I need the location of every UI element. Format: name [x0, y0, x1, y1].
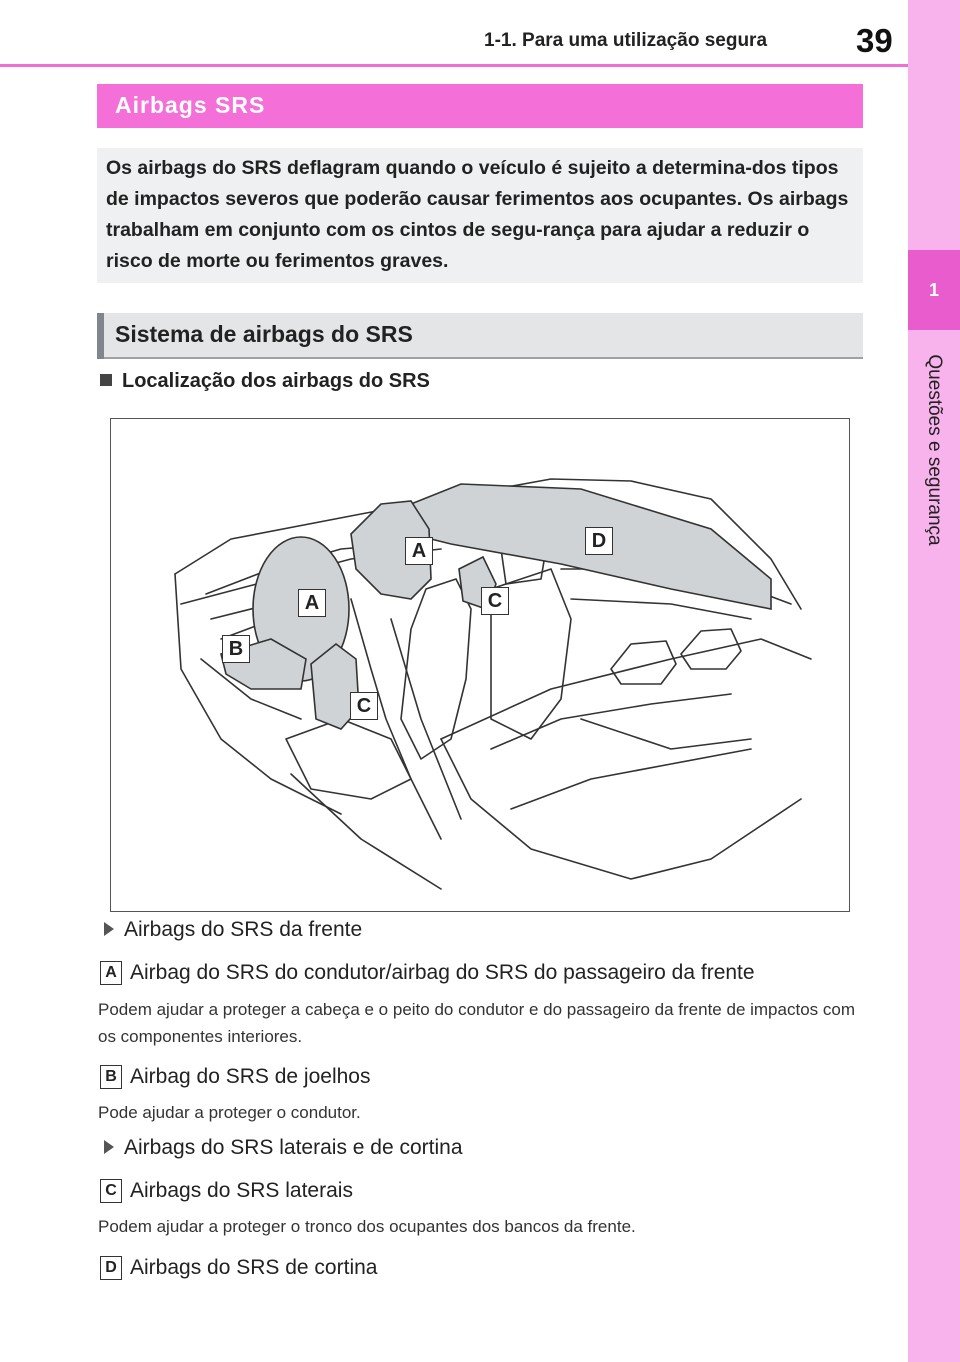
- front-airbags-group: [104, 918, 362, 942]
- figure-label-c-driver: C: [350, 692, 378, 720]
- chapter-number-tab: 1: [908, 250, 960, 330]
- item-b-description: Pode ajudar a proteger o condutor.: [98, 1103, 361, 1122]
- section-title-bar: [97, 84, 863, 128]
- item-d-title: Airbags do SRS de cortina: [130, 1256, 378, 1279]
- car-interior-illustration: [111, 419, 849, 911]
- intro-box: [97, 148, 863, 283]
- figure-label-d: D: [585, 527, 613, 555]
- item-b: [100, 1065, 371, 1089]
- section-title: Airbags SRS: [115, 92, 266, 118]
- airbag-location-figure: [110, 418, 850, 912]
- location-heading-text: Localização dos airbags do SRS: [122, 370, 430, 392]
- item-c-title: Airbags do SRS laterais: [130, 1179, 353, 1202]
- item-c-description: Podem ajudar a proteger o tronco dos ocupantes dos bancos da frente.: [98, 1217, 636, 1236]
- header-rule: [0, 64, 908, 67]
- figure-label-c-passenger: C: [481, 587, 509, 615]
- letter-badge-c: C: [100, 1179, 122, 1203]
- square-bullet-icon: [100, 374, 112, 386]
- side-curtain-airbags-group: [104, 1136, 463, 1160]
- side-curtain-airbags-group-text: Airbags do SRS laterais e de cortina: [124, 1136, 463, 1159]
- running-header: 1-1. Para uma utilização segura: [484, 30, 768, 51]
- page-number: 39: [856, 22, 893, 59]
- letter-badge-b: B: [100, 1065, 122, 1089]
- chapter-title-vertical: Questões e segurança: [924, 354, 945, 546]
- item-d: [100, 1256, 377, 1280]
- item-a-title: Airbag do SRS do condutor/airbag do SRS do passageiro da frente: [130, 961, 755, 984]
- subsection-title: Sistema de airbags do SRS: [115, 321, 413, 347]
- intro-text: Os airbags do SRS deflagram quando o veículo é sujeito a determina-dos tipos de impactos severos que poderão causar ferimentos aos ocupantes. Os airbags trabalham em conjunto com os cintos de segu-rança para ajudar a reduzir o risco de morte ou ferimentos graves.: [106, 157, 849, 272]
- triangle-bullet-icon: [104, 922, 114, 936]
- item-b-title: Airbag do SRS de joelhos: [130, 1065, 371, 1088]
- item-c: [100, 1179, 353, 1203]
- triangle-bullet-icon: [104, 1140, 114, 1154]
- item-a: [100, 961, 755, 985]
- location-heading: [100, 370, 430, 393]
- figure-label-a-driver: A: [298, 589, 326, 617]
- front-airbags-group-text: Airbags do SRS da frente: [124, 918, 363, 941]
- chapter-side-tab: [908, 0, 960, 1362]
- subsection-title-bar: [97, 313, 863, 359]
- letter-badge-a: A: [100, 961, 122, 985]
- item-a-description: Podem ajudar a proteger a cabeça e o peito do condutor e do passageiro da frente de impactos com os componentes interiores.: [98, 1000, 855, 1046]
- subsection-accent: [97, 313, 104, 359]
- figure-label-b: B: [222, 635, 250, 663]
- letter-badge-d: D: [100, 1256, 122, 1280]
- figure-label-a-passenger: A: [405, 537, 433, 565]
